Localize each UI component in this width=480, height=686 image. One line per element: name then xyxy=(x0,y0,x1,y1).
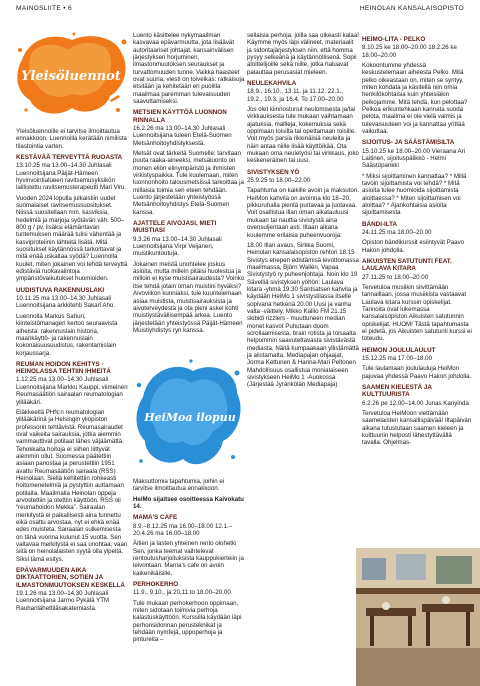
column-2 xyxy=(133,32,245,337)
yleisoluennot-banner xyxy=(14,30,129,120)
section-meta: 27.11.25 to 18.00–20.00 xyxy=(362,273,429,281)
section-body: Tule laulamaan joululauluja HeiMon pajuvaa yhdessä Paavo Hakon johdolla. xyxy=(362,365,472,380)
section-meta: 24.11.25 ma 18.00–20.00 xyxy=(362,229,432,237)
section-title: REUMAN HOIDON KEHITYS - HEINOLASSA TEHTIIN IHMEITÄ xyxy=(16,360,111,376)
section-body: Tule mukaan perhokerhoon oppimaan, miten sidotaan toimivia perhoja kalastuskäyttöön. Kurssilla käydään läpi perhonsidonnan perusteknikat ja tehdään nymfejä, uppoperhoja ja pintureita – xyxy=(133,599,242,644)
section-body: Jos olet kiinnostunut neulomisesta ja/tai virkkauksesta tule mukaan vaihtamaan ajatuksia, mallleja, kokemuksia sekä oppimaan toisilta tai opettamaan toisille. Voit myös parsia rikkinäisiä neuleita ja näin antaa niille lisää käyttöikää. Ota mukaan oma neuletyösi tai virkkaus, joko keskeneräinen tai uusi. xyxy=(247,106,359,165)
section-body: Kokoontumme yhdessä keskustelemaan aiheesta Pelko. Mitä pelko oikeastaan on, miten se syntyy, miten kohdata ja käsitellä niin omia henkilökohtaisia kuin yhteisiäkin pelkojamme. Mitä tehdä, kun pelottaa? Pelkoa erikuntehkaan kannata suoda pelota, maailma ei ole vielä valmis ja tulevaisuuteen voi ja kannattaa yrittää vaikuttaa. xyxy=(362,61,468,136)
section-body: Äitien ja lasten yhteinen rento olohetki Sen, jonka teemat vaihtelevat rentoutusharjoituksista kauppukierteiin ja leivontaan. Mama's cafe on avoin kaikenikäisille. xyxy=(133,540,244,577)
cafe-interior-image xyxy=(356,548,480,686)
section-meta: 11.9., 9.10., ja 20.11.to 18.00–20.00 xyxy=(133,589,231,597)
section-title: SAAMEN KIELESTÄ JA KULTTUURISTA xyxy=(362,384,432,399)
heimo-banner xyxy=(133,357,243,475)
header-left: MAINOSLIITE • 6 xyxy=(16,5,72,12)
section-meta: 13.10.25 ma 13.00–14.30 Juhlasali Luennoitsijana Päijät-Hämeen hyvinvointialueen ravitsemusyksikön laillistettu ravitsemusterapeutti Mari Viru. xyxy=(16,162,127,192)
section-meta: 16.2.26 ma 13.00–14.30 Juhlasali Luennoitsijana tuleen Etelä-Suomen Metsänhoitoyhdistyksestä. xyxy=(133,125,232,147)
section-title: NEULEKAHVILA xyxy=(247,80,297,88)
column-1 xyxy=(16,128,128,615)
section-body: Metsät ovat tärkeitä Suomelle: tarvitaan puuta raaka-aineeksi, metsäluonto on monen eliön elinympäristö ja ihmisten virkistyspaikka. Tule kuulemaan, miten luonnonhoito talousmetsissä tarkoittaa ja millaisia toimia sen eteen tehdään. Luento järjestetään yhteistyössä Metsänhoitoyhdistys Etelä-Suomen kanssa. xyxy=(133,150,244,216)
section-meta: 9.3.26 ma 13.00–14.30 Juhlasali Luennoitsijana Virpi Veijanen, muistikuntoutuja. xyxy=(133,235,222,258)
section-body: Luennolla Markus Sahuri, kiinteistömanageri kertoo seuraavista aiheista: rakennuslain historia, maankäyttö- ja rakennuslain kokonaisuusuudistus, rakentamislain korjaussarja. xyxy=(16,312,118,357)
location-text: HeiMo sijaitsee osoitteessa Kaivokatu 14. xyxy=(133,495,244,511)
section-body: 18.00 Illan avaus, Sirkka Suomi, Heinolan kansalaisopiston rehtori 18.15 Sivistys ehepen edistämisä levottomassa maailmassa, Björn Wallén, Vapaa Sivistystyö ry puheenjohtaja. Noin klo 19 Sävelliä sivistyksen yöhön: Laulava kitara -yhmä 19.30 Santsatsen kahvila ja käydään HeiMo 1 sivistystilassa itselle sopivana hetkenä 20.00 Uusi ja vanha valta -väittely, Mikko Kallio FM 21.15 skibidi rizzlers - muuttuneen median monet kasvot Puhutaan doom scrollaamisesta, brain rotista ja toisaalta helpommin saavutettavasta sivistävästä mediasta. Näitä kumpaakaan yllistämättä ja alistamatta. Mediapajan ohjaajat, Jorma Kettunen & Hanna-Mari Peltonen Mahdollisuus osallistua monialaiseen sivistykseen HeiMo 1 -Auokossa (Järjestää Jyränkölän Mediapaja) xyxy=(247,241,359,389)
header-right: HEINOLAN KANSALAISOPISTO xyxy=(359,5,464,12)
section-meta: 19.1.26 ma 13.00–14.30 Juhlasali Luennoitsijana Jarmo Pykälä YTM Rauhanlähettiläsakatemiasta. xyxy=(16,589,110,612)
section-meta: 15.12.25 ma 17.00–18.00 xyxy=(362,355,432,363)
section-body: Jokainen meistä unohtelee joskus asioita, mutta millein pitäisi huolestua ja milloin ei kyse muistisairaudesta? Voinko itse tehdä jotain oman muistini hyväksi? Aivoviikon kunniaksi, tule kuuntelemaan asiaa muistista, muistisairauksista ja aivoterveydestä ja ota pieni askel kohti muistiystävällisempää arkea. Luento järjestetään yhteistyössä Päijät-Hämeen Muistiyhdistys ryn kanssa. xyxy=(133,260,245,334)
section-meta: 8.10.25 ke 18.00–20.00 18.2.26 ke 18.00–20.00 xyxy=(362,44,457,59)
intro-text: Yleisöluennoille ei tarvitse ilmoittautua ennakkoon. Luennoilla kerätään nimilista tilastointia varten. xyxy=(16,128,127,150)
section-body: Opiston bändikurssit esiintyvät Paavo Hakon johdolla. xyxy=(362,239,465,254)
section-body: Tapahtuma on kaikille avoin ja maksuton. HeiMon kahvila on avoinna klo 18–20, pikkuruhalla pientä purtavaa ja juotavaa. Voit osallistua illan oman aikatauluusi mukaan tai nauttia sivistystä aina ovensuljentaan asti. Iltaan aikana kuulemme erilaisia puheenvuoroja: xyxy=(247,187,359,239)
section-body: sellaisia perhoja, joilla saa oikeasti kalaa! Käymme myös läpi välineet, materiaalit ja sidontajärjestyksen niin, että homma pysyy selkeänä ja käytännöllisenä. Sopii aloittelijoille sekä niille, jotka haluavat palauttaa perusasiat mieleen. xyxy=(247,32,359,76)
section-title: METSIEN KÄYTTÖÄ LUONNON RINNALLA xyxy=(133,109,227,124)
section-title: UUDISTUVA RAKENNUSLAKI xyxy=(16,286,105,294)
section-body: * Miksi sijoittaminen kannattaa? * Millä tavoin sijoittamista voi tehdä? * Mitä asioita tulee huomioida sijoittamista aloittaessa? * Miten sijoittamisen voi aloittaa? * Ajankohtaisia asioita sijoittamisesta xyxy=(362,172,467,217)
section-body: Tervetuloa musiikin siivittämään tarinaillaan, jossa musiikista vastaavat Laulava kitara kurssin opiskelijat. Tarinoita ovat lukemassa kansalaisopiston Aikuisten satutunnin opiskelijat. HUOM! Tästä tapahtumasta ei pidetä, jos Aikuisten satutunti kurssi ei toteudu. xyxy=(362,284,472,343)
section-title: HEIMON JOULULAULUT xyxy=(362,346,436,354)
column-2-bottom xyxy=(133,478,245,647)
section-title: AJATTELE AIVOJASI, MIETI MUISTIASI xyxy=(133,220,217,235)
section-body: Luento käsittelee nykymaailman kasvavaa epävarmuutta, jota lisäävät autoritaariset johtajat, kansainvälisen järjestyksen horjuminen, ilmastonmuutoksen seuraukset ja turvattomuuden tunne. Vaikka haasteet ovat suuria, viesti on toiveikas: ratkaisuja etsitään ja kehitetään eri puolilla maailmaa paremman tulevaisuuden saavuttamiseksi. xyxy=(133,32,245,106)
section-title: BÄNDI-ILTA xyxy=(362,220,398,228)
banner-title: HeiMoa ilopuu xyxy=(144,411,236,424)
column-3 xyxy=(247,32,359,392)
column-4 xyxy=(362,32,472,450)
section-title: SIVISTYKSEN YÖ xyxy=(247,168,300,176)
section-title: SIJOITUS- JA SÄÄSTÄMISILTA xyxy=(362,139,455,147)
blue-splash-graphic xyxy=(133,357,243,475)
section-meta: 25.9.25 to 18.00–22.00 xyxy=(247,177,311,185)
banner-title: Yleisöluennot xyxy=(21,69,121,84)
section-title: KESTÄVÄÄ TERVEYTTÄ RUOASTA xyxy=(16,154,123,162)
orange-splash-graphic xyxy=(14,30,129,120)
section-title: AIKUISTEN SATUTUNTI FEAT. LAULAVA KITARA xyxy=(362,258,452,273)
section-body: Eläkkeellä PHN:n reumatologian ylilääkärinä ja Helsingin yliopiston professorin tehtävistä. Reumasairaudet ovat vaikeita sairauksia, jotka aiemmin vammauttivat potilaat lähes väjäämättä. Tehokkaita hoitoja ei siihen liittyvät aiemmin ollut. Suomessa päätettiin asiaan panostaa ja perustettiin 1951 avattu Reumasäätiön sairaala (RSS) Heinolaan. Siellä kehitettiin rohkeasti hoitomenetelmiä ja pystyttiin auttamaan potilaita. Maailmalla Heinolan oppeja arvostettiin ja otettiin käyttöön. RSS oli “reumahoidon Mekka”. Sairaalan merkitystä ei paikallisesti aina tunnettu eikä osattu arvostaa, nyt ei ehkä enää edes muisteta. Sairaalan sulkemisesta on tänä vuonna kulunut 15 vuotta. Sen valtavaa merkitystä ei saa unohtaa, vaan siitä on heinolalaisten syytä olla ylpeitä. Siksi tämä esitys. xyxy=(16,408,128,563)
section-title: HEIMO-LITA - PELKO xyxy=(362,36,426,43)
cafe-photo xyxy=(356,548,480,686)
section-title: MAMA'S CAFE xyxy=(133,514,178,522)
section-body: Vuoden 2024 lopulla julkaistiin uudet suomalaiset ravitsemussuositukset. Niissä suositellaan mm. kasviksia, hedelmiä ja marjoja syötävän väh. 500–800 g / pv, lisäksi elämäntavan tuntemuksen määrää tulisi vähentää ja kasviproteiinin lähteitä lisätä. Mitä suositukset käytännössä tarkoittavat ja mitä enää uskaltaa syödä? Luennolla kuulet, miten jokainen voi tehdä terveyttä edistäviä ruokavalintoja ympäristövaikutukset huomioiden. xyxy=(16,194,128,283)
section-meta: 1.12.25 ma 13.00–14.30 Juhlasali Luennoitsijana Markku Kauppi, viimeinen Reumasäätiön sairaalan reumatologian ylilääkäri. xyxy=(16,376,128,406)
section-meta: 18.9., 16.10., 13.11. ja 11.12. 22.1., 19.2., 19.3. ja 16.4. To 17.00–20.00 xyxy=(247,88,344,103)
section-meta: 8.9.–8.12.25 ma 16.00–18.00 12.1.–20.4.26 ma 16.00–18.00 xyxy=(133,522,233,538)
page-header xyxy=(0,0,480,18)
section-title: PERHOKERHO xyxy=(133,581,179,589)
section-title: EPÄVARMUUDEN AIKA DIKTAATTORIEN, SOTIEN JA ILMASTONMUUTOKSEN KESKELLÄ xyxy=(16,567,125,589)
section-meta: 10.11.25 ma 13.00–14.30 Juhlasali Luennoitsijana arkkitehti Sakari Aho. xyxy=(16,295,115,310)
section-body: Tervetuloa HeiMoon viettämään saamelaisten kansallispäivää! Iltapäivän aikana tutustutaan saamen kieleen ja kulttuuriin helposti lähestyttävällä tavalla. Ohjelmas- xyxy=(362,410,472,447)
section-body: Maksuttomia tapahtumia, joihin ei tarvitse ilmoittautua ennakkoon. xyxy=(133,478,225,493)
section-meta: 6.2.26 pe 12.00–14.00 Junas Kanyinda xyxy=(362,399,469,407)
section-meta: 15.10.25 ke 18.00–20.00 Vieraana Ari Laitinen, sijoituspälikkö - Helmi Säästöpankki xyxy=(362,147,465,170)
